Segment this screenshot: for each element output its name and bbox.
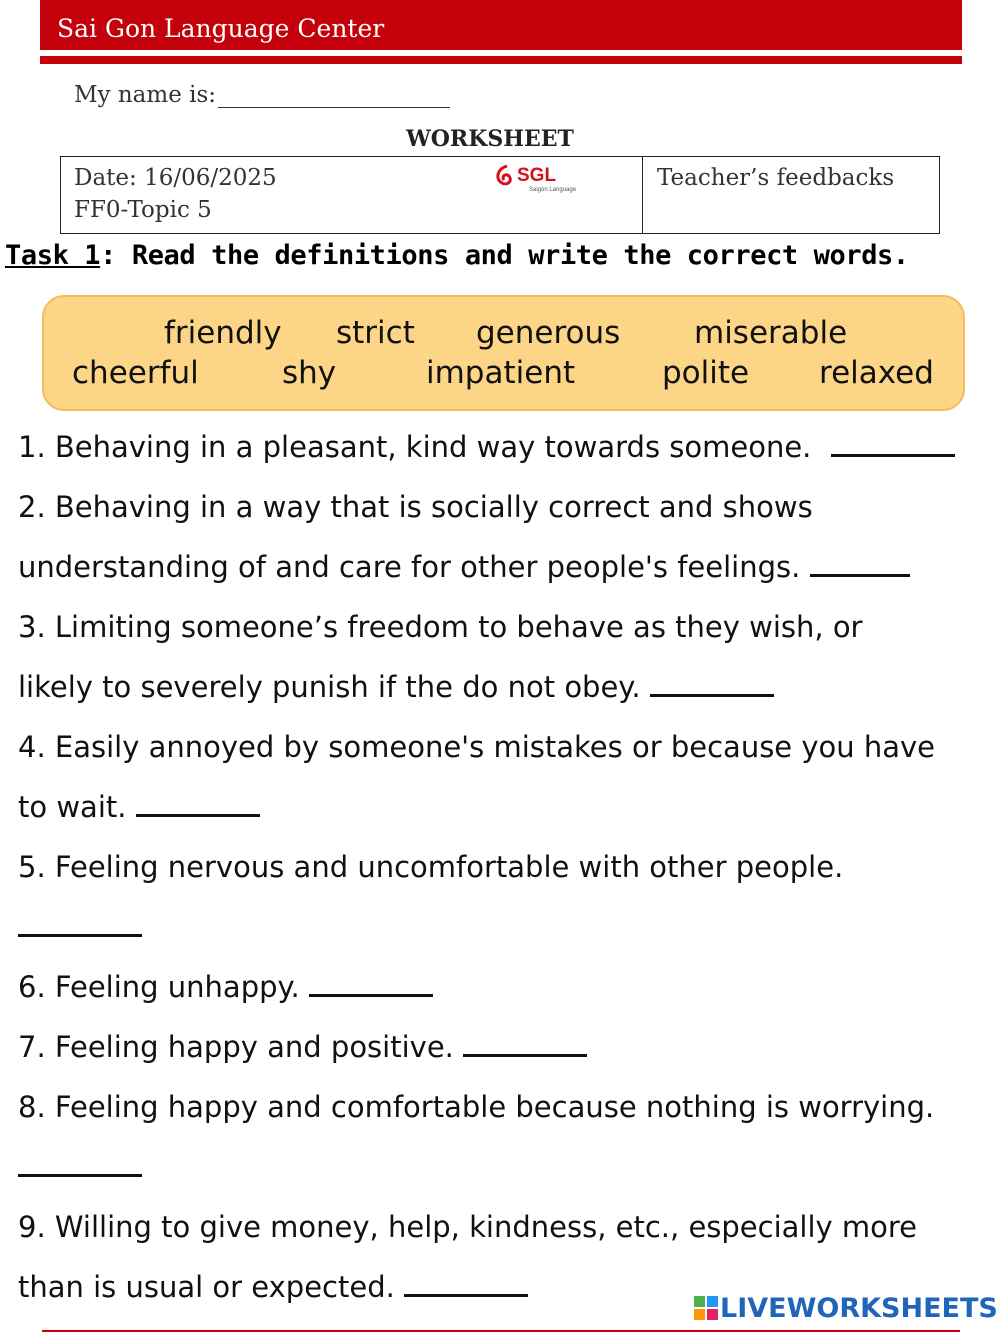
- task1-label: Task 1: [5, 240, 101, 271]
- name-blank[interactable]: [218, 83, 450, 108]
- topic-text: FF0-Topic 5: [74, 197, 212, 223]
- question-line: [18, 850, 843, 884]
- svg-text:Saigon Language: Saigon Language: [529, 187, 577, 193]
- answer-blank[interactable]: [18, 1150, 142, 1177]
- question-text: 5. Feeling nervous and uncomfortable with other people.: [18, 850, 844, 884]
- question-line: [18, 910, 142, 944]
- center-name: Sai Gon Language Center: [57, 14, 385, 43]
- svg-text:SGL: SGL: [517, 165, 557, 186]
- liveworksheets-icon: [694, 1296, 718, 1320]
- word-bank-item: impatient: [426, 355, 576, 391]
- word-bank-item: shy: [282, 355, 337, 391]
- question-line: [18, 550, 910, 584]
- header-divider: [40, 56, 962, 64]
- answer-blank[interactable]: [18, 910, 142, 937]
- word-bank-item: strict: [336, 315, 415, 351]
- question-text: 1. Behaving in a pleasant, kind way towards someone.: [18, 430, 812, 464]
- question-text: 3. Limiting someone’s freedom to behave as they wish, or: [18, 610, 863, 644]
- answer-blank[interactable]: [136, 790, 260, 817]
- question-line: [18, 490, 813, 524]
- name-field: [74, 82, 450, 108]
- question-line: [18, 670, 774, 704]
- word-bank-item: polite: [662, 355, 750, 391]
- question-line: [18, 1210, 917, 1244]
- footer-divider: [42, 1330, 960, 1332]
- answer-blank[interactable]: [831, 430, 955, 457]
- question-line: [18, 1270, 528, 1304]
- info-table: [60, 156, 940, 234]
- question-text: likely to severely punish if the do not obey.: [18, 670, 641, 704]
- answer-blank[interactable]: [463, 1030, 587, 1057]
- sgl-logo-icon: [493, 161, 593, 193]
- answer-blank[interactable]: [309, 970, 433, 997]
- task1-title: [5, 240, 909, 271]
- word-bank-item: miserable: [694, 315, 848, 351]
- date-text: Date: 16/06/2025: [74, 165, 277, 191]
- word-bank-item: generous: [476, 315, 621, 351]
- name-label: My name is:: [74, 82, 217, 108]
- question-line: [18, 610, 862, 644]
- question-text: to wait.: [18, 790, 127, 824]
- question-text: 7. Feeling happy and positive.: [18, 1030, 454, 1064]
- question-text: 8. Feeling happy and comfortable because nothing is worrying.: [18, 1090, 935, 1124]
- feedback-label: Teacher’s feedbacks: [657, 165, 895, 191]
- liveworksheets-text: LIVEWORKSHEETS: [720, 1293, 998, 1324]
- question-text: 6. Feeling unhappy.: [18, 970, 300, 1004]
- worksheet-title: WORKSHEET: [406, 126, 574, 152]
- question-text: 9. Willing to give money, help, kindness, etc., especially more: [18, 1210, 918, 1244]
- task1-instruction: : Read the definitions and write the correct words.: [100, 240, 909, 271]
- question-text: 4. Easily annoyed by someone's mistakes or because you have: [18, 730, 936, 764]
- question-line: [18, 430, 955, 464]
- question-line: [18, 730, 935, 764]
- answer-blank[interactable]: [404, 1270, 528, 1297]
- answer-blank[interactable]: [810, 550, 910, 577]
- question-line: [18, 790, 260, 824]
- word-bank: [42, 295, 965, 411]
- question-line: [18, 1150, 142, 1184]
- question-text: understanding of and care for other people's feelings.: [18, 550, 801, 584]
- question-line: [18, 1030, 587, 1064]
- liveworksheets-logo: [694, 1293, 998, 1324]
- question-line: [18, 970, 433, 1004]
- word-bank-item: friendly: [164, 315, 282, 351]
- question-text: than is usual or expected.: [18, 1270, 395, 1304]
- answer-blank[interactable]: [650, 670, 774, 697]
- word-bank-item: relaxed: [819, 355, 934, 391]
- word-bank-item: cheerful: [72, 355, 199, 391]
- question-text: 2. Behaving in a way that is socially correct and shows: [18, 490, 813, 524]
- question-line: [18, 1090, 934, 1124]
